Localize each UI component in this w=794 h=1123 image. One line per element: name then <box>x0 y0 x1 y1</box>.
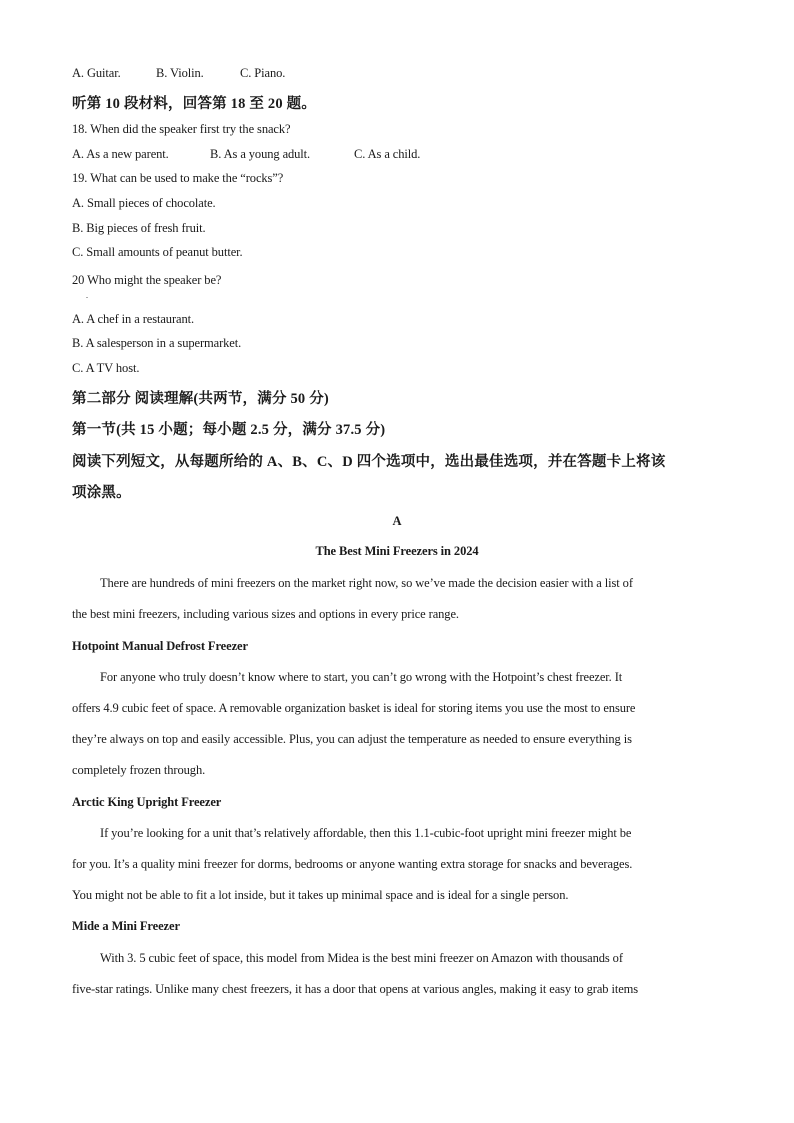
hotpoint-line-3: they’re always on top and easily accessible. Plus, you can adjust the temperature as needed to ensure everything is <box>72 732 632 746</box>
q18-option-a: A. As a new parent. <box>72 147 169 161</box>
q20-option-c: C. A TV host. <box>72 361 140 375</box>
midea-line-1: With 3. 5 cubic feet of space, this model from Midea is the best mini freezer on Amazon with thousands of <box>100 951 623 965</box>
q19-stem: 19. What can be used to make the “rocks”? <box>72 171 284 185</box>
q17-option-b: B. Violin. <box>156 66 204 80</box>
q20-option-b: B. A salesperson in a supermarket. <box>72 336 242 350</box>
q17-option-c: C. Piano. <box>240 66 286 80</box>
listening-section-intro: 听第 10 段材料，回答第 18 至 20 题。 <box>72 96 317 112</box>
passage-title: The Best Mini Freezers in 2024 <box>315 544 479 558</box>
q18-options <box>72 147 421 162</box>
part2-title: 第二部分 阅读理解(共两节，满分 50 分) <box>72 391 329 407</box>
instructions-line-2: 项涂黑。 <box>72 485 131 501</box>
q17-options <box>72 66 286 81</box>
q20-stem: 20 Who might the speaker be? <box>72 273 222 287</box>
q19-option-a: A. Small pieces of chocolate. <box>72 196 216 210</box>
midea-line-2: five-star ratings. Unlike many chest freezers, it has a door that opens at various angles, making it easy to grab items <box>72 982 639 996</box>
q18-stem: 18. When did the speaker first try the snack? <box>72 122 291 136</box>
hotpoint-line-4: completely frozen through. <box>72 763 206 777</box>
intro-line-2: the best mini freezers, including various sizes and options in every price range. <box>72 607 459 621</box>
passage-label: A <box>392 514 402 528</box>
instructions-line-1: 阅读下列短文，从每题所给的 A、B、C、D 四个选项中，选出最佳选项，并在答题卡上将该 <box>72 454 666 470</box>
q19-option-c: C. Small amounts of peanut butter. <box>72 245 243 259</box>
q20-option-a: A. A chef in a restaurant. <box>72 312 195 326</box>
section-heading-midea: Mide a Mini Freezer <box>72 919 180 933</box>
hotpoint-line-2: offers 4.9 cubic feet of space. A removable organization basket is ideal for storing items you use the most to ensure <box>72 701 636 715</box>
hotpoint-line-1: For anyone who truly doesn’t know where to start, you can’t go wrong with the Hotpoint’s chest freezer. It <box>100 670 623 684</box>
intro-line-1: There are hundreds of mini freezers on the market right now, so we’ve made the decision easier with a list of <box>100 576 633 590</box>
arctic-line-1: If you’re looking for a unit that’s relatively affordable, then this 1.1-cubic-foot upright mini freezer might be <box>100 826 632 840</box>
section1-title: 第一节(共 15 小题；每小题 2.5 分，满分 37.5 分) <box>72 422 386 438</box>
q20-stray-dot: . <box>86 291 88 300</box>
arctic-line-2: for you. It’s a quality mini freezer for dorms, bedrooms or anyone wanting extra storage for snacks and beverages. <box>72 857 633 871</box>
q17-option-a: A. Guitar. <box>72 66 121 80</box>
section-heading-hotpoint: Hotpoint Manual Defrost Freezer <box>72 639 248 653</box>
section-heading-arctic-king: Arctic King Upright Freezer <box>72 795 222 809</box>
q18-option-b: B. As a young adult. <box>210 147 311 161</box>
arctic-line-3: You might not be able to fit a lot inside, but it takes up minimal space and is ideal for a single person. <box>72 888 569 902</box>
q18-option-c: C. As a child. <box>354 147 421 161</box>
q19-option-b: B. Big pieces of fresh fruit. <box>72 221 206 235</box>
